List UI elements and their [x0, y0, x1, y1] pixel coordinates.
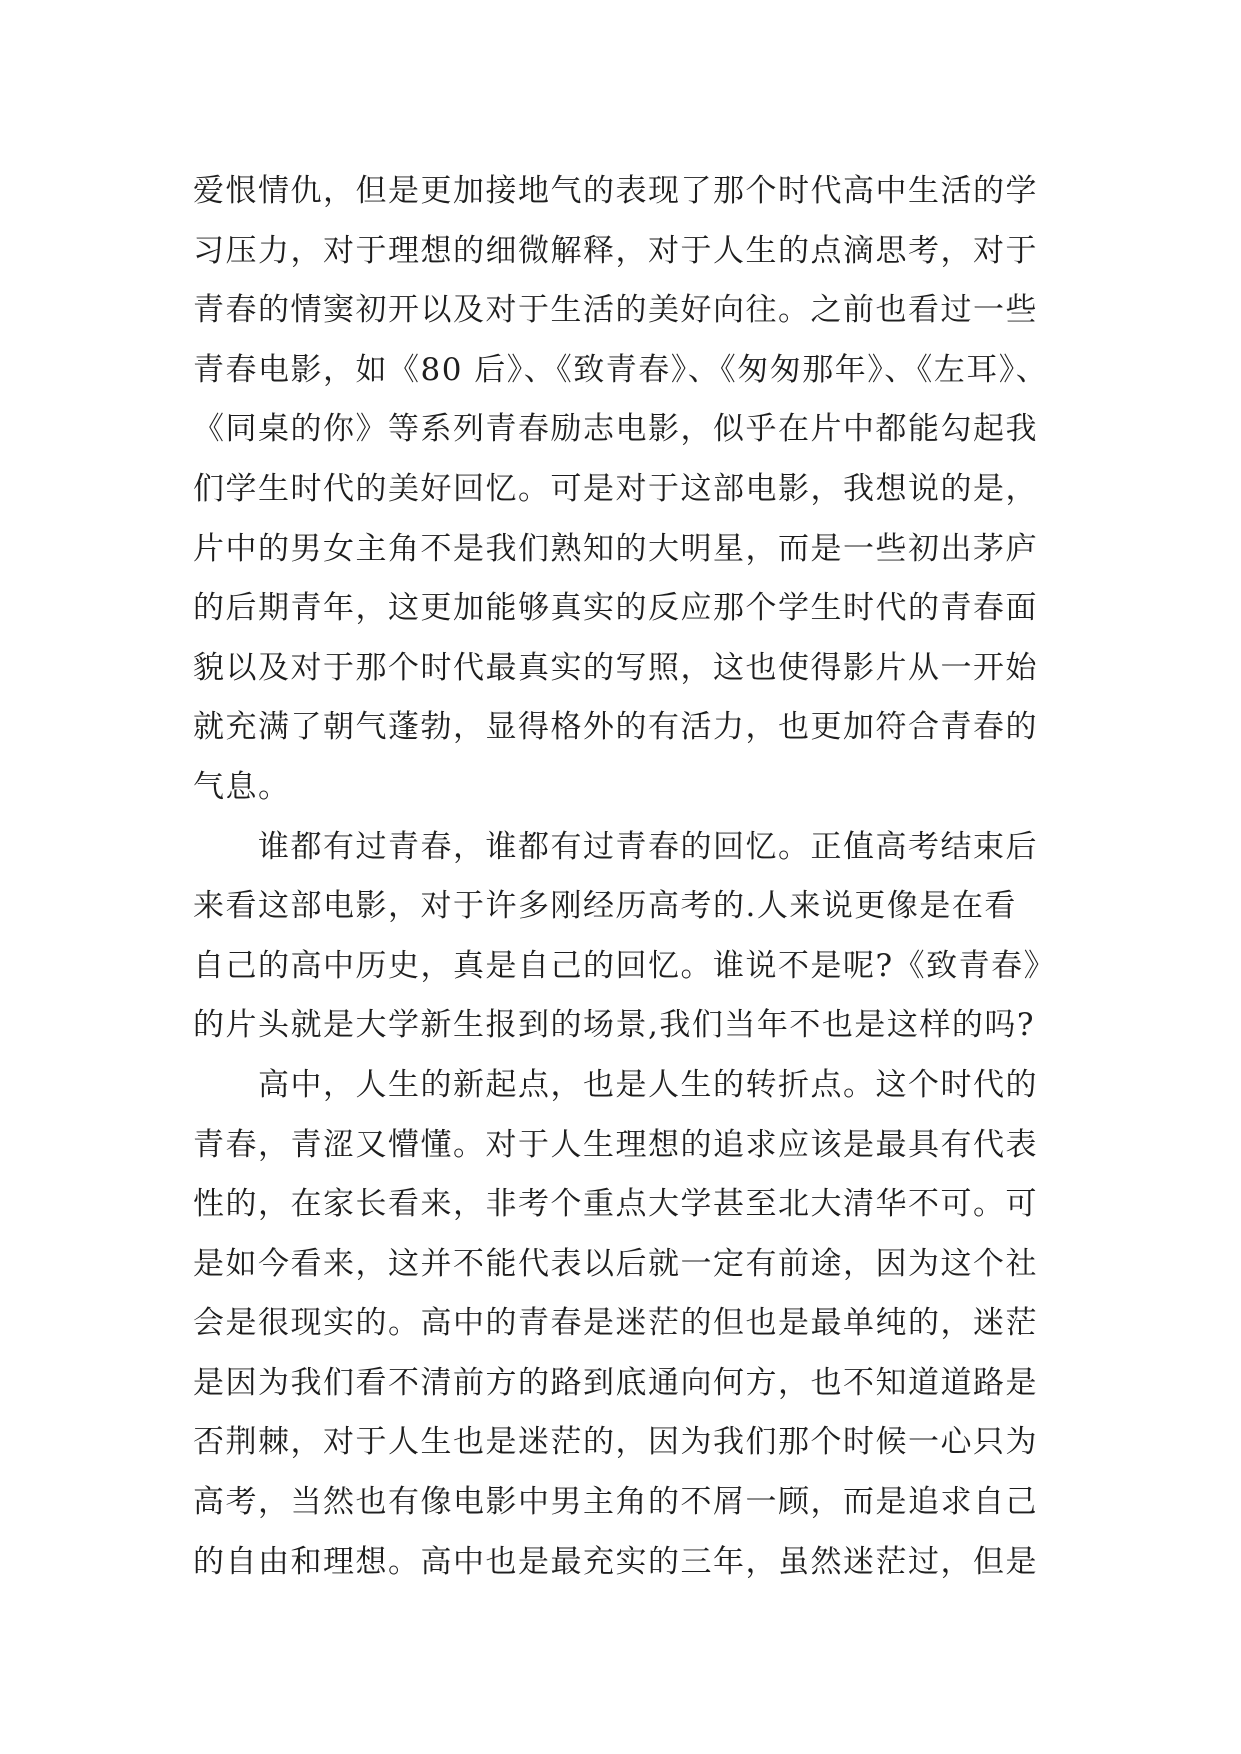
text-line: 片中的男女主角不是我们熟知的大明星，而是一些初出茅庐 [193, 530, 1038, 567]
text-line: 青春的情窦初开以及对于生活的美好向往。之前也看过一些 [193, 292, 1038, 329]
text-line: 青春，青涩又懵懂。对于人生理想的追求应该是最具有代表 [193, 1126, 1038, 1163]
text-line: 习压力，对于理想的细微解释，对于人生的点滴思考，对于 [193, 232, 1038, 269]
text-line: 性的，在家长看来，非考个重点大学甚至北大清华不可。可 [193, 1186, 1038, 1223]
text-line: 是因为我们看不清前方的路到底通向何方，也不知道道路是 [193, 1364, 1038, 1401]
text-line: 的自由和理想。高中也是最充实的三年，虽然迷茫过，但是 [193, 1543, 1038, 1580]
text-line: 自己的高中历史，真是自己的回忆。谁说不是呢?《致青春》 [193, 947, 1057, 984]
text-line: 是如今看来，这并不能代表以后就一定有前途，因为这个社 [193, 1245, 1038, 1282]
text-line: 青春电影，如《80 后》、《致青春》、《匆匆那年》、《左耳》、 [193, 351, 1049, 388]
text-line: 《同桌的你》等系列青春励志电影，似乎在片中都能勾起我 [193, 411, 1038, 448]
text-line: 们学生时代的美好回忆。可是对于这部电影，我想说的是， [193, 470, 1038, 507]
text-line: 高中，人生的新起点，也是人生的转折点。这个时代的 [193, 1066, 1038, 1103]
document-body-text [193, 162, 1057, 1592]
text-line: 爱恨情仇，但是更加接地气的表现了那个时代高中生活的学 [193, 173, 1038, 209]
text-line: 的片头就是大学新生报到的场景,我们当年不也是这样的吗? [193, 1007, 1035, 1044]
text-line: 就充满了朝气蓬勃，显得格外的有活力，也更加符合青春的 [193, 709, 1038, 746]
text-line: 来看这部电影，对于许多刚经历高考的.人来说更像是在看 [193, 888, 1017, 925]
text-line: 高考，当然也有像电影中男主角的不屑一顾，而是追求自己 [193, 1484, 1038, 1521]
text-line: 否荆棘，对于人生也是迷茫的，因为我们那个时候一心只为 [193, 1424, 1038, 1461]
text-line: 的后期青年，这更加能够真实的反应那个学生时代的青春面 [193, 590, 1038, 627]
text-line: 谁都有过青春，谁都有过青春的回忆。正值高考结束后 [193, 828, 1038, 865]
text-line: 气息。 [193, 768, 291, 805]
text-line: 貌以及对于那个时代最真实的写照，这也使得影片从一开始 [193, 649, 1038, 686]
text-line: 会是很现实的。高中的青春是迷茫的但也是最单纯的，迷茫 [193, 1305, 1038, 1342]
